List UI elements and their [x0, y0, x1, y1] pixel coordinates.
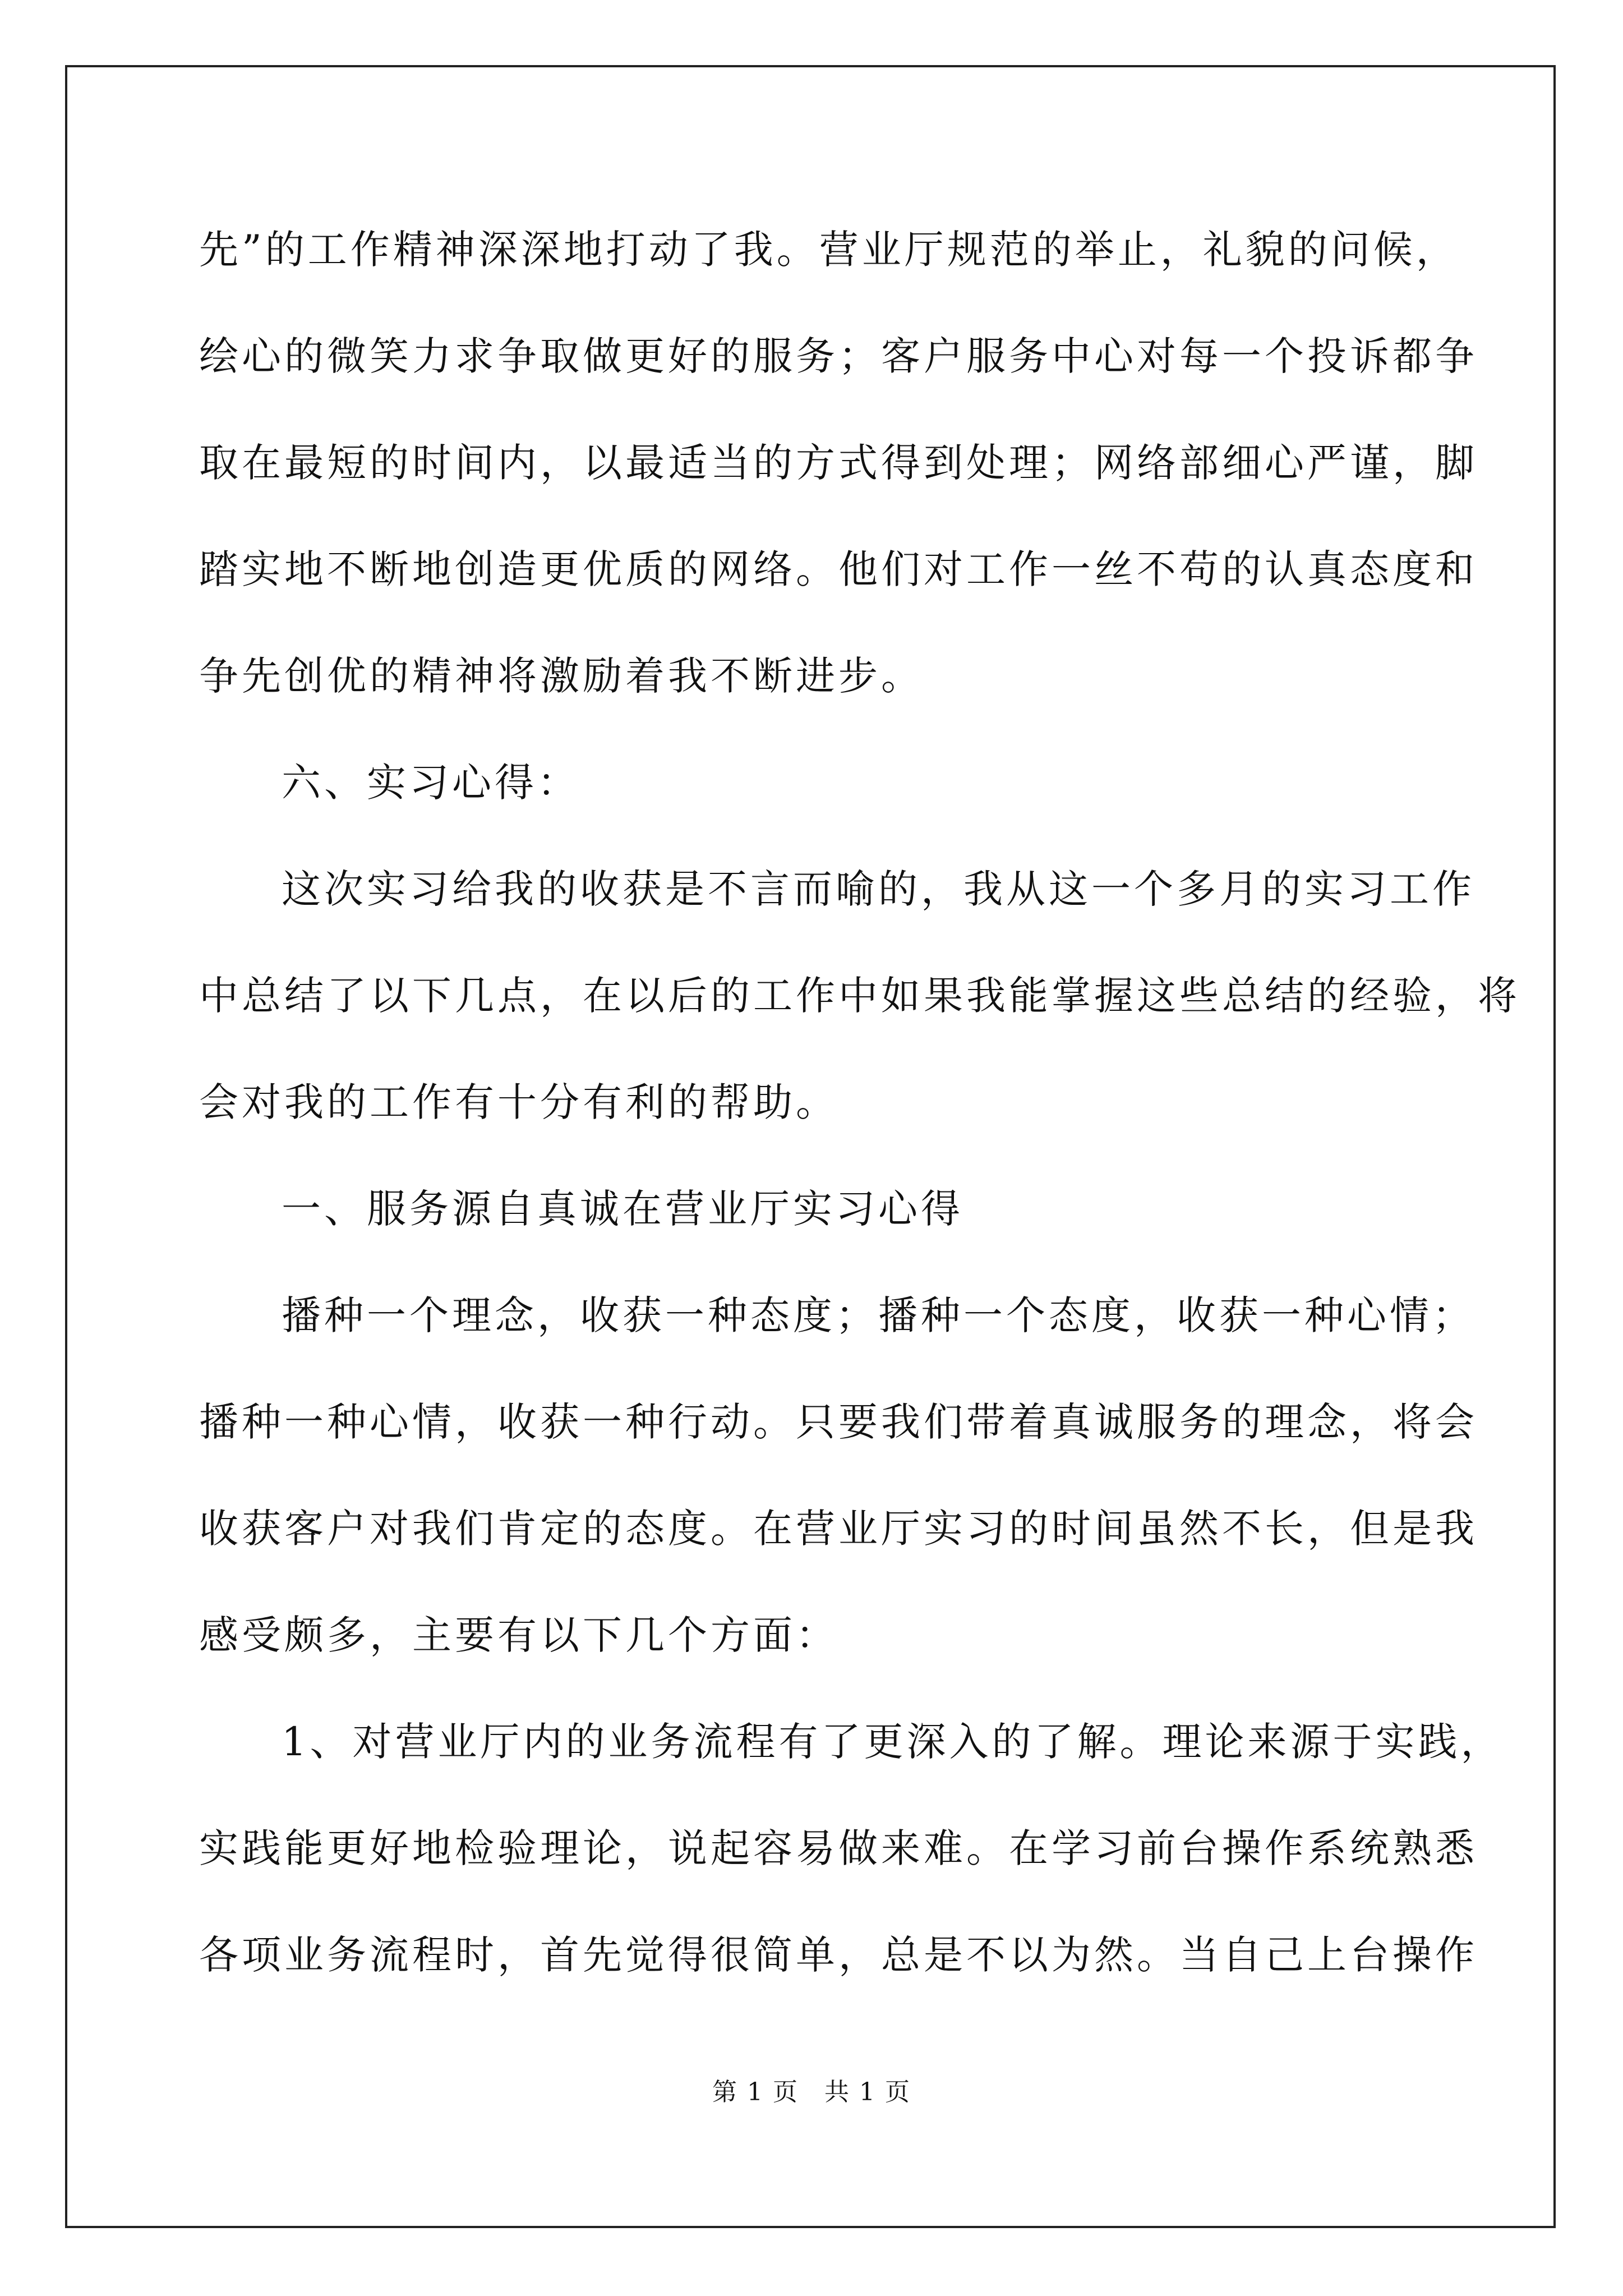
paragraph-line: 各项业务流程时，首先觉得很简单，总是不以为然。当自己上台操作	[199, 1932, 1478, 1978]
paragraph-line: 收获客户对我们肯定的态度。在营业厅实习的时间虽然不长，但是我	[199, 1506, 1478, 1552]
page-footer	[0, 2076, 1623, 2109]
paragraph-line: 感受颇多，主要有以下几个方面：	[199, 1612, 838, 1658]
paragraph-line: 先”的工作精神深深地打动了我。营业厅规范的举止，礼貌的问候，	[199, 227, 1459, 273]
paragraph-line: 播种一个理念，收获一种态度；播种一个态度，收获一种心情；	[282, 1292, 1475, 1338]
paragraph-line: 这次实习给我的收获是不言而喻的，我从这一个多月的实习工作	[282, 866, 1475, 912]
section-heading: 一、服务源自真诚在营业厅实习心得	[282, 1186, 963, 1232]
paragraph-line: 争先创优的精神将激励着我不断进步。	[199, 653, 924, 699]
page-number: 第 1 页	[712, 2078, 799, 2106]
section-heading: 六、实习心得：	[282, 760, 580, 806]
paragraph-line: 1、对营业厅内的业务流程有了更深入的了解。理论来源于实践，	[282, 1719, 1504, 1765]
paragraph-line: 实践能更好地检验理论，说起容易做来难。在学习前台操作系统熟悉	[199, 1825, 1478, 1871]
paragraph-line: 中总结了以下几点，在以后的工作中如果我能掌握这些总结的经验，将	[199, 973, 1520, 1019]
paragraph-line: 取在最短的时间内，以最适当的方式得到处理；网络部细心严谨，脚	[199, 440, 1478, 486]
page-total: 共 1 页	[824, 2078, 911, 2106]
paragraph-line: 踏实地不断地创造更优质的网络。他们对工作一丝不苟的认真态度和	[199, 546, 1478, 592]
paragraph-line: 绘心的微笑力求争取做更好的服务；客户服务中心对每一个投诉都争	[199, 333, 1478, 379]
paragraph-line: 会对我的工作有十分有利的帮助。	[199, 1079, 838, 1125]
page-border	[65, 65, 1556, 2228]
paragraph-line: 播种一种心情，收获一种行动。只要我们带着真诚服务的理念，将会	[199, 1399, 1478, 1445]
